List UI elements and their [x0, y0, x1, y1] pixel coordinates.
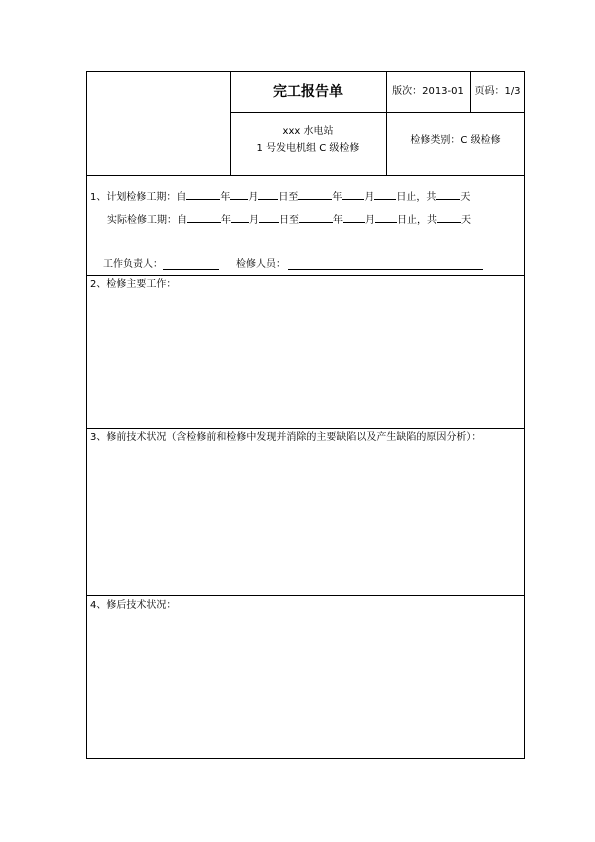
year-text: 年 [220, 192, 231, 203]
page-number: 页码：1/3 [474, 86, 521, 97]
planned-end-year-blank[interactable] [298, 189, 332, 200]
day-to-text: 日至 [278, 192, 299, 203]
main-work-area[interactable] [88, 292, 523, 426]
header-bottom-line [86, 175, 525, 176]
days-text: 天 [460, 192, 471, 203]
planned-start-year-blank[interactable] [186, 189, 220, 200]
work-leader-field[interactable] [163, 269, 219, 270]
post-repair-status-label: 4、修后技术状况： [90, 600, 177, 611]
maintenance-category: 检修类别：C 级检修 [410, 135, 501, 146]
section-divider-2 [86, 275, 525, 276]
actual-start-day-blank[interactable] [259, 212, 279, 223]
form-title: 完工报告单 [273, 84, 343, 100]
planned-end-day-blank[interactable] [374, 189, 396, 200]
actual-period-row [107, 212, 471, 227]
year-text: 年 [333, 215, 343, 226]
days-text: 天 [461, 215, 471, 226]
planned-total-days-blank[interactable] [436, 189, 460, 200]
year-text: 年 [332, 192, 343, 203]
version-label: 版次：2013-01 [392, 86, 464, 97]
day-end-text: 日止，共 [397, 215, 437, 226]
pre-repair-status-label: 3、修前技术状况（含检修前和检修中发现并消除的主要缺陷以及产生缺陷的原因分析）： [90, 432, 482, 443]
actual-start-month-blank[interactable] [231, 212, 249, 223]
section-divider-3 [86, 428, 525, 429]
main-work-label: 2、检修主要工作： [90, 279, 177, 290]
maintenance-staff-field[interactable] [288, 269, 483, 270]
actual-total-days-blank[interactable] [437, 212, 461, 223]
planned-period-row [90, 189, 470, 204]
pre-repair-status-area[interactable] [88, 446, 523, 593]
actual-end-year-blank[interactable] [299, 212, 333, 223]
day-end-text: 日止，共 [396, 192, 437, 203]
day-to-text: 日至 [279, 215, 299, 226]
section-divider-4 [86, 595, 525, 596]
station-name: xxx 水电站 [282, 126, 334, 137]
post-repair-status-area[interactable] [88, 614, 523, 757]
planned-start-month-blank[interactable] [230, 189, 248, 200]
maintenance-staff-label: 检修人员： [236, 259, 286, 270]
work-leader-label: 工作负责人： [103, 259, 163, 270]
year-text: 年 [221, 215, 231, 226]
actual-end-month-blank[interactable] [343, 212, 365, 223]
planned-end-month-blank[interactable] [342, 189, 364, 200]
month-text: 月 [249, 215, 259, 226]
actual-period-label: 实际检修工期：自 [107, 215, 187, 226]
unit-name: 1 号发电机组 C 级检修 [256, 143, 360, 154]
header-row-divider [230, 112, 525, 113]
month-text: 月 [365, 215, 375, 226]
month-text: 月 [364, 192, 375, 203]
month-text: 月 [248, 192, 259, 203]
actual-end-day-blank[interactable] [375, 212, 397, 223]
actual-start-year-blank[interactable] [187, 212, 221, 223]
planned-start-day-blank[interactable] [258, 189, 278, 200]
planned-period-label: 1、计划检修工期：自 [90, 192, 187, 203]
